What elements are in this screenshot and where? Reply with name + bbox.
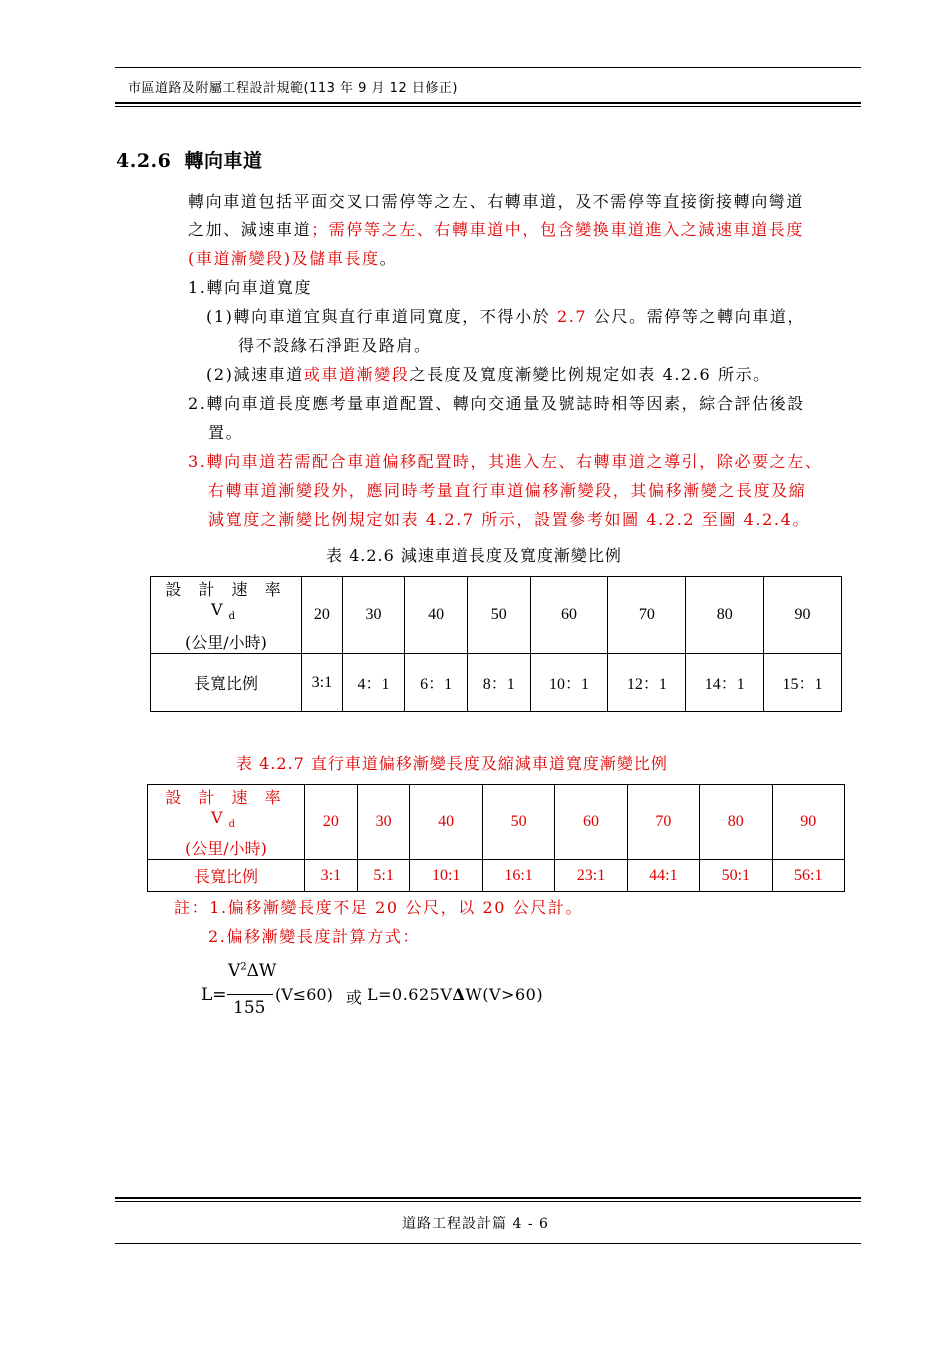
item-2-line-2: 置。 (208, 423, 244, 442)
speed-cell: 30 (357, 785, 410, 860)
table-4-2-7-caption: 表 4.2.7 直行車道偏移漸變長度及縮減車道寬度漸變比例 (236, 754, 668, 773)
item-1-2-text-a: (2)減速車道 (206, 365, 304, 384)
ratio-cell: 12：1 (608, 654, 686, 712)
header-rule-thin (115, 106, 861, 107)
intro-line-2-text: 之加、減速車道 (188, 220, 312, 239)
header-rule-thick (115, 102, 861, 104)
formula-numerator-rest: ΔW (246, 961, 277, 981)
speed-cell: 70 (608, 577, 686, 654)
speed-header-sub: d (228, 819, 241, 831)
intro-line-3-red: (車道漸變段)及儲車長度 (188, 249, 380, 268)
formula-numerator (228, 961, 276, 981)
header-top-rule (115, 67, 861, 68)
ratio-cell: 3:1 (302, 654, 343, 712)
speed-header-sub: d (228, 611, 241, 623)
table-row-ratio (151, 654, 842, 712)
formula-alt-delta: Δ (452, 985, 466, 1004)
item-1-1-line-1 (206, 302, 805, 332)
footer-rule-thin (115, 1201, 861, 1202)
intro-line-2-red: ；需停等之左、右轉車道中，包含變換車道進入之減速車道長度 (311, 220, 805, 239)
ratio-cell: 10:1 (410, 860, 482, 892)
speed-header-unit: (公里/小時) (185, 633, 267, 653)
speed-cell: 20 (305, 785, 358, 860)
item-1-1-text-b: 公尺。需停等之轉向車道， (593, 307, 806, 326)
formula-alt-a: L=0.625V (367, 985, 453, 1004)
formula-denominator: 155 (233, 998, 266, 1018)
ratio-cell: 16:1 (482, 860, 554, 892)
ratio-cell: 15：1 (764, 654, 842, 712)
item-1-2-red: 或車道漸變段 (303, 365, 410, 384)
section-title: 轉向車道 (184, 150, 263, 172)
ratio-cell: 23:1 (555, 860, 627, 892)
formula-fraction-bar (227, 994, 273, 995)
running-header: 市區道路及附屬工程設計規範(113 年 9 月 12 日修正) (128, 81, 458, 96)
item-1-1-text-a: (1)轉向車道宜與直行車道同寬度，不得小於 (206, 307, 551, 326)
item-2-line-1: 2.轉向車道長度應考量車道配置、轉向交通量及號誌時相等因素，綜合評估後設 (188, 394, 805, 413)
speed-cell: 70 (627, 785, 699, 860)
item-1-1-line-2: 得不設緣石淨距及路肩。 (238, 336, 432, 355)
speed-cell: 20 (302, 577, 343, 654)
formula-alt-b: W(V>60) (465, 985, 544, 1004)
speed-cell: 50 (482, 785, 554, 860)
formula-condition-1: (V≤60) (275, 985, 333, 1004)
note-1: 註：1.偏移漸變長度不足 20 公尺，以 20 公尺計。 (174, 898, 584, 917)
footer-rule-thick (115, 1197, 861, 1199)
speed-cell: 90 (772, 785, 845, 860)
formula-lhs: L= (201, 985, 227, 1005)
item-1-2-text-b: 之長度及寬度漸變比例規定如表 4.2.6 所示。 (409, 365, 771, 384)
ratio-cell: 5:1 (357, 860, 410, 892)
table-4-2-7 (147, 784, 845, 892)
item-1-2 (206, 360, 771, 390)
ratio-cell: 6：1 (405, 654, 468, 712)
table-row-ratio (148, 860, 845, 892)
ratio-cell: 3:1 (305, 860, 358, 892)
formula-alternative (367, 985, 543, 1004)
ratio-cell: 50:1 (700, 860, 772, 892)
section-number: 4.2.6 (116, 150, 172, 172)
ratio-cell: 4：1 (342, 654, 405, 712)
item-3-line-1: 3.轉向車道若需配合車道偏移配置時，其進入左、右轉車道之導引，除必要之左、 (188, 452, 823, 471)
ratio-header-cell: 長寬比例 (151, 654, 302, 712)
ratio-cell: 8：1 (467, 654, 530, 712)
section-heading (116, 146, 263, 173)
intro-line-3-text: 。 (379, 249, 398, 268)
ratio-cell: 44:1 (627, 860, 699, 892)
speed-header-label: 設 計 速 率 V (165, 580, 287, 619)
table-4-2-6-caption: 表 4.2.6 減速車道長度及寬度漸變比例 (326, 546, 622, 565)
speed-cell: 30 (342, 577, 405, 654)
intro-line-2 (188, 215, 804, 245)
ratio-header-cell: 長寬比例 (148, 860, 305, 892)
ratio-cell: 14：1 (686, 654, 764, 712)
speed-cell: 80 (700, 785, 772, 860)
page-footer: 道路工程設計篇 4 - 6 (402, 1216, 549, 1232)
item-3-line-2: 右轉車道漸變段外，應同時考量直行車道偏移漸變段，其偏移漸變之長度及縮 (208, 481, 807, 500)
table-row-speed (151, 577, 842, 654)
formula-numerator-v: V (228, 961, 241, 981)
formula-connector: 或 (346, 988, 363, 1007)
item-3-line-3: 減寬度之漸變比例規定如表 4.2.7 所示，設置參考如圖 4.2.2 至圖 4.2.4。 (208, 510, 810, 529)
ratio-cell: 56:1 (772, 860, 845, 892)
table-4-2-6 (150, 576, 842, 712)
speed-cell: 60 (555, 785, 627, 860)
speed-header-unit: (公里/小時) (185, 839, 267, 859)
formula-numerator-exp: 2 (240, 961, 247, 973)
speed-header-cell (151, 577, 302, 654)
intro-line-1: 轉向車道包括平面交叉口需停等之左、右轉車道，及不需停等直接銜接轉向彎道 (188, 192, 805, 211)
ratio-cell: 10：1 (530, 654, 608, 712)
item-1-1-red: 2.7 (556, 307, 588, 326)
footer-bottom-rule (115, 1243, 861, 1244)
intro-line-3 (188, 244, 397, 274)
speed-cell: 40 (410, 785, 482, 860)
note-2: 2.偏移漸變長度計算方式： (208, 927, 421, 946)
item-1-title: 1.轉向車道寬度 (188, 278, 313, 297)
speed-cell: 80 (686, 577, 764, 654)
speed-header-label: 設 計 速 率 V (165, 788, 287, 827)
speed-cell: 90 (764, 577, 842, 654)
speed-cell: 50 (467, 577, 530, 654)
speed-cell: 40 (405, 577, 468, 654)
speed-header-cell (148, 785, 305, 860)
table-row-speed (148, 785, 845, 860)
speed-cell: 60 (530, 577, 608, 654)
